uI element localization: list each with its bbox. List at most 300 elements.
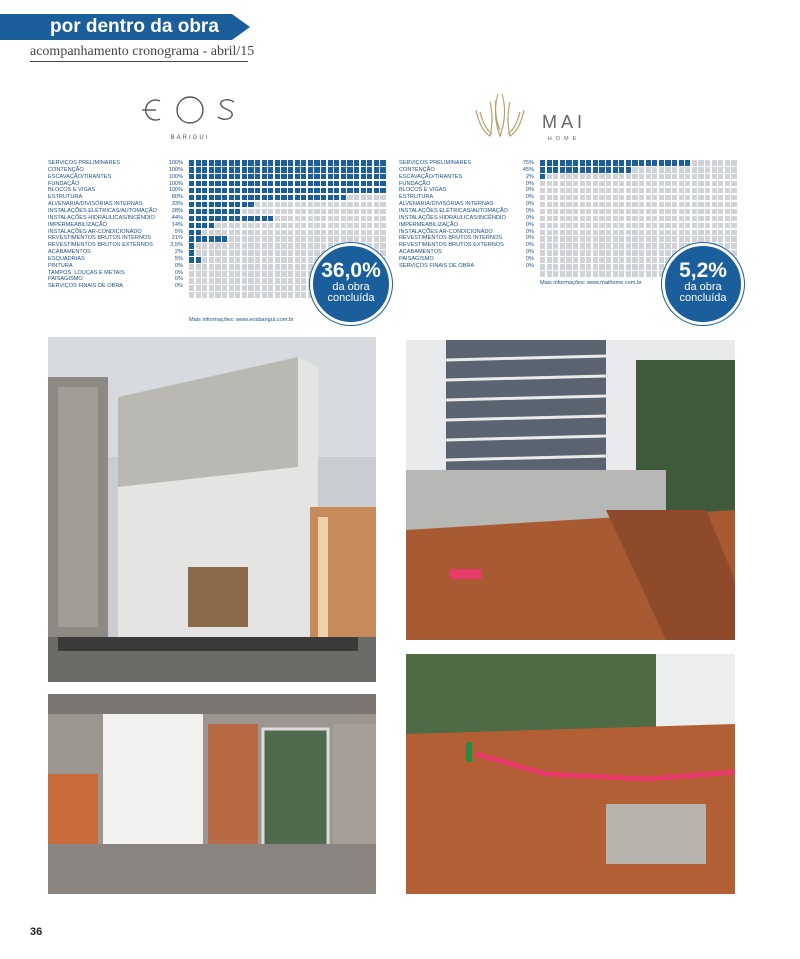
mai-progress-cell bbox=[698, 188, 703, 194]
mai-progress-cell bbox=[586, 223, 591, 229]
eos-progress-cell bbox=[229, 202, 234, 208]
eos-progress-cell bbox=[308, 195, 313, 201]
eos-progress-cell bbox=[308, 236, 313, 242]
mai-progress-cell bbox=[692, 202, 697, 208]
eos-progress-cell bbox=[202, 250, 207, 256]
mai-item-label: PAISAGISMO bbox=[399, 255, 434, 262]
eos-progress-cell bbox=[255, 285, 260, 291]
eos-progress-cell bbox=[361, 209, 366, 215]
eos-progress-cell bbox=[235, 250, 240, 256]
mai-progress-cell bbox=[613, 257, 618, 263]
mai-progress-cell bbox=[606, 236, 611, 242]
eos-progress-cell bbox=[275, 236, 280, 242]
mai-progress-cell bbox=[639, 160, 644, 166]
mai-progress-cell bbox=[547, 257, 552, 263]
mai-progress-cell bbox=[646, 216, 651, 222]
mai-progress-cell bbox=[593, 160, 598, 166]
mai-progress-cell bbox=[560, 236, 565, 242]
eos-progress-cell bbox=[255, 160, 260, 166]
mai-progress-cell bbox=[672, 209, 677, 215]
eos-progress-cell bbox=[367, 202, 372, 208]
eos-progress-cell bbox=[281, 174, 286, 180]
mai-progress-cell bbox=[692, 195, 697, 201]
eos-progress-cell bbox=[328, 236, 333, 242]
mai-progress-cell bbox=[685, 174, 690, 180]
mai-progress-cell bbox=[606, 264, 611, 270]
mai-progress-cell bbox=[652, 257, 657, 263]
eos-progress-cell bbox=[341, 230, 346, 236]
mai-progress-cell bbox=[599, 223, 604, 229]
mai-progress-cell bbox=[672, 230, 677, 236]
mai-progress-cell bbox=[626, 230, 631, 236]
eos-progress-cell bbox=[215, 292, 220, 298]
eos-progress-cell bbox=[354, 223, 359, 229]
eos-progress-cell bbox=[380, 181, 385, 187]
eos-progress-cell bbox=[295, 160, 300, 166]
mai-progress-cell bbox=[560, 243, 565, 249]
eos-progress-cell bbox=[248, 188, 253, 194]
eos-info-link[interactable]: Mais informações: www.eosbarigui.com.br bbox=[189, 317, 294, 323]
mai-progress-cell bbox=[593, 230, 598, 236]
mai-progress-cell bbox=[672, 195, 677, 201]
eos-progress-cell bbox=[367, 223, 372, 229]
eos-progress-cell bbox=[222, 285, 227, 291]
mai-completion-badge bbox=[662, 243, 744, 325]
mai-progress-cell bbox=[652, 216, 657, 222]
mai-progress-cell bbox=[553, 167, 558, 173]
mai-progress-cell bbox=[606, 181, 611, 187]
eos-progress-cell bbox=[235, 292, 240, 298]
eos-progress-cell bbox=[189, 174, 194, 180]
eos-progress-cell bbox=[295, 223, 300, 229]
mai-progress-cell bbox=[731, 236, 736, 242]
mai-progress-cell bbox=[679, 160, 684, 166]
eos-progress-cell bbox=[301, 243, 306, 249]
mai-progress-cell bbox=[712, 181, 717, 187]
mai-progress-cell bbox=[540, 230, 545, 236]
mai-item-percent: 0% bbox=[525, 221, 534, 228]
mai-progress-cell bbox=[593, 167, 598, 173]
mai-progress-cell bbox=[692, 167, 697, 173]
eos-progress-cell bbox=[295, 292, 300, 298]
mai-progress-cell bbox=[566, 243, 571, 249]
mai-progress-cell bbox=[547, 181, 552, 187]
mai-progress-cell bbox=[712, 167, 717, 173]
mai-progress-cell bbox=[632, 174, 637, 180]
eos-item-percent: 14% bbox=[171, 221, 183, 228]
eos-progress-cell bbox=[209, 230, 214, 236]
eos-progress-cell bbox=[281, 264, 286, 270]
eos-item-percent: 28% bbox=[171, 207, 183, 214]
mai-progress-cell bbox=[712, 209, 717, 215]
eos-progress-cell bbox=[229, 216, 234, 222]
mai-progress-cell bbox=[540, 216, 545, 222]
eos-progress-cell bbox=[354, 209, 359, 215]
eos-item-percent: 100% bbox=[168, 160, 183, 166]
mai-progress-cell bbox=[613, 167, 618, 173]
eos-progress-cell bbox=[202, 202, 207, 208]
eos-progress-cell bbox=[262, 195, 267, 201]
mai-progress-cell bbox=[632, 223, 637, 229]
mai-progress-cell bbox=[646, 174, 651, 180]
eos-progress-cell bbox=[189, 236, 194, 242]
mai-progress-cell bbox=[560, 195, 565, 201]
eos-progress-cell bbox=[209, 160, 214, 166]
mai-progress-cell bbox=[599, 188, 604, 194]
eos-progress-cell bbox=[328, 209, 333, 215]
eos-progress-cell bbox=[374, 216, 379, 222]
mai-item-label: ALVENARIA/DIVISÓRIAS INTERNAS bbox=[399, 201, 494, 208]
eos-progress-cell bbox=[242, 202, 247, 208]
mai-progress-cell bbox=[632, 202, 637, 208]
eos-progress-cell bbox=[202, 181, 207, 187]
eos-progress-cell bbox=[202, 257, 207, 263]
eos-progress-cell bbox=[262, 167, 267, 173]
mai-progress-cell bbox=[632, 250, 637, 256]
mai-progress-cell bbox=[626, 257, 631, 263]
mai-progress-cell bbox=[692, 223, 697, 229]
eos-progress-cell bbox=[361, 174, 366, 180]
mai-progress-cell bbox=[685, 167, 690, 173]
mai-progress-cell bbox=[540, 250, 545, 256]
eos-progress-cell bbox=[374, 167, 379, 173]
mai-progress-cell bbox=[718, 236, 723, 242]
eos-progress-cell bbox=[288, 257, 293, 263]
eos-progress-cell bbox=[288, 250, 293, 256]
eos-progress-cell bbox=[301, 250, 306, 256]
mai-progress-cell bbox=[659, 167, 664, 173]
eos-progress-cell bbox=[308, 223, 313, 229]
mai-progress-cell bbox=[547, 188, 552, 194]
eos-progress-cell bbox=[248, 216, 253, 222]
mai-progress-cell bbox=[593, 271, 598, 277]
mai-item-percent: 0% bbox=[525, 194, 534, 201]
eos-progress-cell bbox=[202, 216, 207, 222]
eos-progress-cell bbox=[334, 195, 339, 201]
mai-item-label: INSTALAÇÕES HIDRÁULICAS/INCÊNDIO bbox=[399, 214, 506, 221]
mai-progress-cell bbox=[606, 209, 611, 215]
eos-progress-cell bbox=[215, 174, 220, 180]
mai-item-label: SERVIÇOS FINAIS DE OBRA bbox=[399, 262, 475, 269]
eos-progress-cell bbox=[248, 285, 253, 291]
mai-progress-cell bbox=[652, 195, 657, 201]
eos-progress-cell bbox=[209, 257, 214, 263]
eos-progress-cell bbox=[334, 216, 339, 222]
eos-progress-cell bbox=[308, 181, 313, 187]
mai-progress-cell bbox=[626, 209, 631, 215]
mai-progress-cell bbox=[725, 209, 730, 215]
eos-progress-cell bbox=[242, 243, 247, 249]
mai-progress-cell bbox=[599, 236, 604, 242]
mai-item-label: ACABAMENTOS bbox=[399, 249, 442, 256]
eos-progress-cell bbox=[235, 174, 240, 180]
mai-progress-cell bbox=[566, 250, 571, 256]
eos-progress-cell bbox=[347, 167, 352, 173]
mai-progress-cell bbox=[606, 174, 611, 180]
mai-progress-cell bbox=[639, 271, 644, 277]
eos-progress-cell bbox=[189, 202, 194, 208]
eos-progress-cell bbox=[380, 250, 385, 256]
mai-progress-cell bbox=[646, 188, 651, 194]
eos-progress-cell bbox=[361, 181, 366, 187]
eos-progress-cell bbox=[301, 264, 306, 270]
mai-progress-cell bbox=[705, 195, 710, 201]
mai-progress-cell bbox=[586, 174, 591, 180]
eos-progress-cell bbox=[354, 181, 359, 187]
eos-progress-cell bbox=[347, 188, 352, 194]
eos-progress-cell bbox=[222, 167, 227, 173]
eos-progress-cell bbox=[281, 243, 286, 249]
eos-progress-cell bbox=[189, 160, 194, 166]
mai-badge-line2: concluída bbox=[679, 292, 727, 304]
eos-progress-cell bbox=[288, 243, 293, 249]
eos-progress-cell bbox=[281, 236, 286, 242]
eos-progress-cell bbox=[268, 216, 273, 222]
eos-progress-cell bbox=[288, 209, 293, 215]
mai-progress-cell bbox=[553, 223, 558, 229]
eos-progress-cell bbox=[268, 264, 273, 270]
eos-progress-cell bbox=[262, 230, 267, 236]
eos-progress-cell bbox=[268, 250, 273, 256]
eos-progress-cell bbox=[262, 292, 267, 298]
eos-progress-cell bbox=[328, 230, 333, 236]
eos-progress-cell bbox=[301, 230, 306, 236]
mai-progress-cell bbox=[705, 160, 710, 166]
eos-progress-cell bbox=[196, 285, 201, 291]
mai-progress-cell bbox=[731, 174, 736, 180]
mai-item-percent: 0% bbox=[525, 187, 534, 194]
eos-item-label: INSTALAÇÕES ELÉTRICAS/AUTOMAÇÃO bbox=[48, 207, 157, 214]
eos-progress-cell bbox=[262, 278, 267, 284]
eos-progress-cell bbox=[242, 292, 247, 298]
mai-progress-cell bbox=[679, 202, 684, 208]
eos-progress-cell bbox=[374, 181, 379, 187]
mai-progress-cell bbox=[560, 209, 565, 215]
mai-progress-cell bbox=[725, 195, 730, 201]
eos-item-percent: 0% bbox=[174, 269, 183, 276]
mai-progress-cell bbox=[626, 250, 631, 256]
mai-progress-cell bbox=[665, 160, 670, 166]
mai-progress-cell bbox=[718, 230, 723, 236]
mai-progress-cell bbox=[566, 230, 571, 236]
eos-progress-cell bbox=[268, 285, 273, 291]
mai-progress-cell bbox=[573, 202, 578, 208]
mai-progress-cell bbox=[613, 250, 618, 256]
mai-progress-cell bbox=[593, 202, 598, 208]
mai-progress-cell bbox=[665, 223, 670, 229]
eos-progress-cell bbox=[281, 292, 286, 298]
eos-progress-cell bbox=[268, 188, 273, 194]
mai-progress-cell bbox=[626, 167, 631, 173]
eos-item-label: CONTENÇÃO bbox=[48, 166, 84, 173]
eos-progress-cell bbox=[262, 216, 267, 222]
mai-progress-cell bbox=[606, 195, 611, 201]
eos-progress-cell bbox=[242, 257, 247, 263]
mai-progress-cell bbox=[580, 236, 585, 242]
mai-progress-cell bbox=[652, 202, 657, 208]
eos-progress-cell bbox=[328, 216, 333, 222]
mai-progress-cell bbox=[652, 188, 657, 194]
eos-item-label: SERVIÇOS PRELIMINARES bbox=[48, 160, 121, 166]
eos-progress-cell bbox=[295, 209, 300, 215]
mai-item-percent: 0% bbox=[525, 180, 534, 187]
mai-progress-cell bbox=[718, 174, 723, 180]
eos-progress-cell bbox=[288, 285, 293, 291]
eos-progress-cell bbox=[262, 181, 267, 187]
eos-progress-cell bbox=[301, 181, 306, 187]
eos-progress-cell bbox=[262, 202, 267, 208]
mai-progress-cell bbox=[619, 160, 624, 166]
eos-progress-cell bbox=[235, 264, 240, 270]
mai-progress-cell bbox=[659, 209, 664, 215]
mai-progress-cell bbox=[566, 209, 571, 215]
eos-progress-cell bbox=[235, 202, 240, 208]
mai-progress-cell bbox=[692, 160, 697, 166]
mai-progress-cell bbox=[580, 271, 585, 277]
eos-progress-cell bbox=[354, 216, 359, 222]
mai-progress-cell bbox=[626, 188, 631, 194]
eos-progress-cell bbox=[288, 188, 293, 194]
eos-item-percent: 100% bbox=[168, 187, 183, 194]
eos-progress-cell bbox=[242, 188, 247, 194]
eos-progress-cell bbox=[268, 243, 273, 249]
eos-progress-cell bbox=[295, 243, 300, 249]
mai-progress-cell bbox=[731, 230, 736, 236]
mai-progress-cell bbox=[593, 223, 598, 229]
eos-progress-cell bbox=[196, 181, 201, 187]
mai-progress-cell bbox=[718, 167, 723, 173]
mai-progress-cell bbox=[685, 160, 690, 166]
eos-progress-cell bbox=[189, 292, 194, 298]
mai-progress-cell bbox=[692, 174, 697, 180]
eos-progress-cell bbox=[308, 243, 313, 249]
eos-progress-cell bbox=[235, 236, 240, 242]
eos-progress-cell bbox=[321, 174, 326, 180]
mai-progress-cell bbox=[593, 209, 598, 215]
mai-progress-cell bbox=[586, 250, 591, 256]
eos-progress-cell bbox=[374, 209, 379, 215]
mai-info-link[interactable]: Mais informações: www.maihome.com.br bbox=[540, 280, 642, 286]
mai-progress-cell bbox=[712, 236, 717, 242]
eos-item-percent: 100% bbox=[168, 180, 183, 187]
mai-progress-cell bbox=[586, 257, 591, 263]
eos-progress-cell bbox=[314, 202, 319, 208]
eos-progress-cell bbox=[262, 236, 267, 242]
mai-progress-cell bbox=[679, 188, 684, 194]
eos-progress-cell bbox=[255, 174, 260, 180]
mai-progress-cell bbox=[619, 195, 624, 201]
eos-progress-cell bbox=[209, 271, 214, 277]
eos-progress-cell bbox=[314, 181, 319, 187]
eos-progress-cell bbox=[215, 236, 220, 242]
eos-progress-cell bbox=[189, 181, 194, 187]
eos-progress-cell bbox=[202, 264, 207, 270]
mai-progress-cell bbox=[547, 230, 552, 236]
mai-progress-cell bbox=[606, 160, 611, 166]
mai-progress-cell bbox=[652, 243, 657, 249]
mai-progress-cell bbox=[613, 271, 618, 277]
mai-progress-cell bbox=[586, 230, 591, 236]
mai-progress-cell bbox=[619, 264, 624, 270]
mai-progress-cell bbox=[599, 209, 604, 215]
eos-progress-cell bbox=[202, 195, 207, 201]
eos-progress-cell bbox=[229, 292, 234, 298]
eos-progress-cell bbox=[295, 285, 300, 291]
mai-progress-cell bbox=[725, 202, 730, 208]
eos-progress-cell bbox=[301, 292, 306, 298]
eos-progress-cell bbox=[202, 174, 207, 180]
mai-progress-cell bbox=[553, 236, 558, 242]
eos-progress-cell bbox=[242, 223, 247, 229]
eos-progress-cell bbox=[196, 223, 201, 229]
eos-progress-cell bbox=[380, 202, 385, 208]
mai-progress-cell bbox=[547, 195, 552, 201]
mai-progress-cell bbox=[553, 264, 558, 270]
mai-progress-cell bbox=[718, 188, 723, 194]
eos-progress-cell bbox=[268, 195, 273, 201]
eos-progress-cell bbox=[248, 160, 253, 166]
eos-progress-cell bbox=[268, 181, 273, 187]
eos-progress-cell bbox=[215, 160, 220, 166]
eos-progress-cell bbox=[334, 209, 339, 215]
eos-item-label: PAISAGISMO bbox=[48, 276, 83, 283]
mai-progress-cell bbox=[679, 174, 684, 180]
eos-progress-cell bbox=[328, 167, 333, 173]
eos-progress-cell bbox=[209, 278, 214, 284]
mai-progress-cell bbox=[566, 257, 571, 263]
mai-progress-cell bbox=[725, 230, 730, 236]
mai-progress-cell bbox=[586, 167, 591, 173]
eos-progress-cell bbox=[235, 216, 240, 222]
eos-progress-cell bbox=[229, 223, 234, 229]
eos-progress-cell bbox=[202, 243, 207, 249]
mai-progress-cell bbox=[593, 264, 598, 270]
eos-progress-cell bbox=[321, 202, 326, 208]
mai-progress-cell bbox=[560, 202, 565, 208]
eos-progress-cell bbox=[268, 257, 273, 263]
eos-progress-cell bbox=[248, 236, 253, 242]
eos-progress-cell bbox=[189, 278, 194, 284]
mai-progress-cell bbox=[672, 160, 677, 166]
eos-progress-cell bbox=[202, 209, 207, 215]
eos-progress-cell bbox=[222, 236, 227, 242]
mai-progress-cell bbox=[725, 188, 730, 194]
eos-progress-cell bbox=[255, 264, 260, 270]
mai-progress-cell bbox=[586, 195, 591, 201]
eos-progress-cell bbox=[295, 264, 300, 270]
eos-progress-cell bbox=[235, 209, 240, 215]
mai-progress-cell bbox=[665, 195, 670, 201]
mai-progress-cell bbox=[613, 216, 618, 222]
mai-progress-cell bbox=[672, 181, 677, 187]
eos-progress-cell bbox=[321, 195, 326, 201]
mai-progress-cell bbox=[599, 195, 604, 201]
mai-progress-cell bbox=[580, 257, 585, 263]
mai-progress-cell bbox=[659, 236, 664, 242]
mai-item-label: ESTRUTURA bbox=[399, 194, 434, 201]
eos-progress-cell bbox=[347, 230, 352, 236]
mai-progress-cell bbox=[731, 188, 736, 194]
eos-progress-cell bbox=[367, 216, 372, 222]
mai-progress-cell bbox=[705, 223, 710, 229]
mai-progress-cell bbox=[540, 195, 545, 201]
eos-progress-cell bbox=[255, 209, 260, 215]
eos-progress-cell bbox=[242, 195, 247, 201]
eos-progress-cell bbox=[202, 285, 207, 291]
mai-progress-cell bbox=[639, 243, 644, 249]
eos-progress-cell bbox=[235, 271, 240, 277]
mai-progress-cell bbox=[679, 195, 684, 201]
